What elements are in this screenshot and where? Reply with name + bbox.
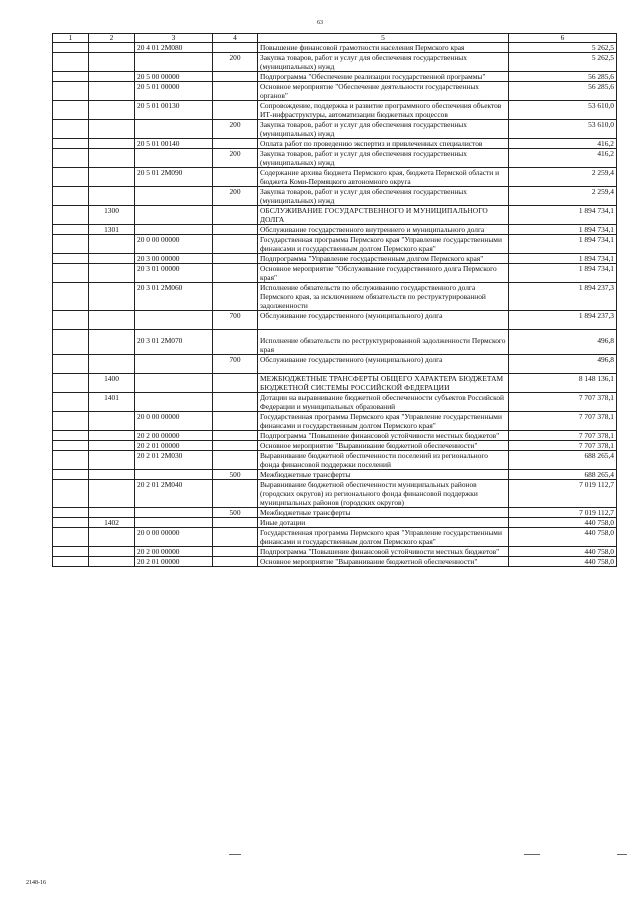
- cell-code-target: [135, 120, 213, 139]
- cell-code-section: [89, 311, 135, 330]
- cell-description: Иные дотации: [258, 518, 509, 528]
- cell-col1: [53, 139, 89, 149]
- cell-code-expense: [213, 518, 258, 528]
- cell-col1: [53, 330, 89, 355]
- cell-amount: 1 894 734,1: [509, 225, 617, 235]
- table-row: [53, 120, 617, 139]
- table-row: [53, 187, 617, 206]
- cell-code-section: [89, 528, 135, 547]
- cell-code-target: 20 2 01 00000: [135, 441, 213, 451]
- cell-amount: 7 707 378,1: [509, 431, 617, 441]
- cell-description: Сопровождение, поддержка и развитие программного обеспечения объектов ИТ-инфраструктуры, автоматизации бюджетных процессов: [258, 101, 509, 120]
- cell-code-section: [89, 557, 135, 567]
- cell-col1: [53, 72, 89, 82]
- cell-code-expense: [213, 374, 258, 393]
- cell-code-section: [89, 43, 135, 53]
- table-row: [53, 53, 617, 72]
- cell-amount: 416,2: [509, 149, 617, 168]
- cell-code-target: [135, 518, 213, 528]
- table-row: [53, 431, 617, 441]
- cell-description: Закупка товаров, работ и услуг для обеспечения государственных (муниципальных) нужд: [258, 53, 509, 72]
- cell-col1: [53, 168, 89, 187]
- header-cell-3: 3: [135, 34, 213, 43]
- cell-col1: [53, 547, 89, 557]
- cell-code-target: 20 3 01 2М060: [135, 283, 213, 311]
- cell-description: Государственная программа Пермского края "Управление государственными финансами и государственным долгом Пермского края": [258, 235, 509, 254]
- cell-amount: 2 259,4: [509, 187, 617, 206]
- cell-code-section: [89, 283, 135, 311]
- table-row: [53, 235, 617, 254]
- table-row: [53, 149, 617, 168]
- table-row: [53, 139, 617, 149]
- cell-amount: 496,8: [509, 355, 617, 374]
- cell-code-expense: [213, 441, 258, 451]
- cell-code-target: [135, 508, 213, 518]
- cell-code-target: 20 5 01 00140: [135, 139, 213, 149]
- cell-description: Государственная программа Пермского края "Управление государственными финансами и государственным долгом Пермского края": [258, 528, 509, 547]
- cell-col1: [53, 187, 89, 206]
- scan-mark: [524, 854, 540, 855]
- cell-col1: [53, 374, 89, 393]
- cell-col1: [53, 441, 89, 451]
- cell-description: Подпрограмма "Повышение финансовой устойчивости местных бюджетов": [258, 431, 509, 441]
- cell-code-expense: 200: [213, 53, 258, 72]
- cell-code-target: 20 0 00 00000: [135, 412, 213, 431]
- cell-amount: 7 019 112,7: [509, 508, 617, 518]
- cell-code-expense: 500: [213, 508, 258, 518]
- cell-description: Выравнивание бюджетной обеспеченности поселений из регионального фонда финансовой поддержки поселений: [258, 451, 509, 470]
- table-row: [53, 82, 617, 101]
- cell-code-expense: [213, 225, 258, 235]
- cell-description: Обслуживание государственного внутреннего и муниципального долга: [258, 225, 509, 235]
- cell-code-expense: 700: [213, 311, 258, 330]
- cell-description: Обслуживание государственного (муниципального) долга: [258, 355, 509, 374]
- cell-amount: 1 894 237,3: [509, 283, 617, 311]
- table-row: [53, 330, 617, 355]
- cell-col1: [53, 82, 89, 101]
- header-cell-1: 1: [53, 34, 89, 43]
- table-row: [53, 470, 617, 480]
- cell-amount: 496,8: [509, 330, 617, 355]
- table-row: [53, 374, 617, 393]
- cell-description: Закупка товаров, работ и услуг для обеспечения государственных (муниципальных) нужд: [258, 187, 509, 206]
- cell-code-expense: [213, 393, 258, 412]
- cell-col1: [53, 508, 89, 518]
- cell-amount: 5 262,5: [509, 43, 617, 53]
- cell-col1: [53, 43, 89, 53]
- cell-code-target: 20 2 01 2М030: [135, 451, 213, 470]
- cell-code-section: [89, 53, 135, 72]
- table-row: [53, 518, 617, 528]
- cell-col1: [53, 412, 89, 431]
- cell-amount: 1 894 734,1: [509, 235, 617, 254]
- cell-description: Дотации на выравнивание бюджетной обеспеченности субъектов Российской Федерации и муниципальных образований: [258, 393, 509, 412]
- cell-code-section: [89, 120, 135, 139]
- cell-description: Основное мероприятие "Обеспечение деятельности государственных органов": [258, 82, 509, 101]
- cell-col1: [53, 235, 89, 254]
- cell-amount: 8 148 136,1: [509, 374, 617, 393]
- cell-code-expense: [213, 43, 258, 53]
- cell-code-expense: [213, 557, 258, 567]
- cell-col1: [53, 225, 89, 235]
- cell-col1: [53, 480, 89, 508]
- cell-col1: [53, 393, 89, 412]
- cell-code-target: [135, 187, 213, 206]
- cell-code-target: 20 5 01 00000: [135, 82, 213, 101]
- table-row: [53, 311, 617, 330]
- cell-code-expense: 200: [213, 187, 258, 206]
- cell-code-section: [89, 412, 135, 431]
- document-code: 2148-16: [26, 880, 46, 886]
- cell-description: Закупка товаров, работ и услуг для обеспечения государственных (муниципальных) нужд: [258, 149, 509, 168]
- cell-code-section: [89, 139, 135, 149]
- cell-description: Оплата работ по проведению экспертиз и привлеченных специалистов: [258, 139, 509, 149]
- cell-code-expense: [213, 431, 258, 441]
- cell-code-section: 1301: [89, 225, 135, 235]
- cell-description: Подпрограмма "Повышение финансовой устойчивости местных бюджетов": [258, 547, 509, 557]
- table-row: [53, 393, 617, 412]
- cell-amount: 1 894 734,1: [509, 254, 617, 264]
- cell-col1: [53, 283, 89, 311]
- cell-amount: 7 707 378,1: [509, 441, 617, 451]
- table-body: [53, 43, 617, 567]
- cell-code-expense: [213, 168, 258, 187]
- table-row: [53, 557, 617, 567]
- cell-code-expense: [213, 72, 258, 82]
- header-cell-4: 4: [213, 34, 258, 43]
- cell-code-section: 1401: [89, 393, 135, 412]
- cell-description: Основное мероприятие "Выравнивание бюджетной обеспеченности": [258, 441, 509, 451]
- cell-code-expense: [213, 451, 258, 470]
- cell-col1: [53, 254, 89, 264]
- cell-code-target: [135, 393, 213, 412]
- cell-amount: 688 265,4: [509, 470, 617, 480]
- cell-description: Содержание архива бюджета Пермского края, бюджета Пермской области и бюджета Коми-Пермяцкого автономного округа: [258, 168, 509, 187]
- cell-amount: 440 758,0: [509, 557, 617, 567]
- cell-code-target: [135, 206, 213, 225]
- header-cell-2: 2: [89, 34, 135, 43]
- cell-description: Закупка товаров, работ и услуг для обеспечения государственных (муниципальных) нужд: [258, 120, 509, 139]
- cell-description: МЕЖБЮДЖЕТНЫЕ ТРАНСФЕРТЫ ОБЩЕГО ХАРАКТЕРА БЮДЖЕТАМ БЮДЖЕТНОЙ СИСТЕМЫ РОССИЙСКОЙ ФЕДЕРАЦИИ: [258, 374, 509, 393]
- cell-code-section: 1402: [89, 518, 135, 528]
- cell-code-target: 20 4 01 2М080: [135, 43, 213, 53]
- cell-code-section: [89, 72, 135, 82]
- cell-amount: 440 758,0: [509, 528, 617, 547]
- cell-code-section: [89, 264, 135, 283]
- cell-code-section: 1400: [89, 374, 135, 393]
- cell-code-section: [89, 547, 135, 557]
- table-row: [53, 264, 617, 283]
- cell-col1: [53, 206, 89, 225]
- cell-col1: [53, 528, 89, 547]
- cell-description: Основное мероприятие "Обслуживание государственного долга Пермского края": [258, 264, 509, 283]
- cell-code-expense: [213, 82, 258, 101]
- cell-col1: [53, 311, 89, 330]
- cell-code-section: [89, 480, 135, 508]
- cell-amount: 7 707 378,1: [509, 393, 617, 412]
- cell-code-section: [89, 254, 135, 264]
- cell-code-target: 20 3 00 00000: [135, 254, 213, 264]
- cell-code-expense: [213, 412, 258, 431]
- cell-amount: 56 285,6: [509, 72, 617, 82]
- table-row: [53, 547, 617, 557]
- cell-description: Подпрограмма "Управление государственным долгом Пермского края": [258, 254, 509, 264]
- cell-code-target: 20 2 00 00000: [135, 431, 213, 441]
- cell-amount: 5 262,5: [509, 53, 617, 72]
- scan-mark: [617, 854, 627, 855]
- cell-code-target: 20 3 01 2М070: [135, 330, 213, 355]
- cell-code-section: [89, 330, 135, 355]
- cell-amount: 7 707 378,1: [509, 412, 617, 431]
- cell-code-target: 20 5 01 2М090: [135, 168, 213, 187]
- cell-code-target: 20 2 01 00000: [135, 557, 213, 567]
- table-row: [53, 412, 617, 431]
- table-row: [53, 168, 617, 187]
- cell-code-target: [135, 53, 213, 72]
- cell-description: Исполнение обязательств по реструктурированной задолженности Пермского края: [258, 330, 509, 355]
- cell-code-expense: [213, 547, 258, 557]
- cell-code-expense: [213, 330, 258, 355]
- cell-description: Межбюджетные трансферты: [258, 508, 509, 518]
- cell-code-expense: [213, 206, 258, 225]
- cell-amount: 7 019 112,7: [509, 480, 617, 508]
- cell-code-section: [89, 355, 135, 374]
- table-row: [53, 225, 617, 235]
- cell-code-expense: [213, 283, 258, 311]
- cell-code-section: [89, 149, 135, 168]
- table-row: [53, 283, 617, 311]
- cell-code-section: 1300: [89, 206, 135, 225]
- cell-code-section: [89, 168, 135, 187]
- cell-description: Государственная программа Пермского края "Управление государственными финансами и государственным долгом Пермского края": [258, 412, 509, 431]
- cell-code-target: 20 0 00 00000: [135, 528, 213, 547]
- cell-code-section: [89, 82, 135, 101]
- cell-description: Обслуживание государственного (муниципального) долга: [258, 311, 509, 330]
- cell-amount: 2 259,4: [509, 168, 617, 187]
- cell-col1: [53, 431, 89, 441]
- cell-code-target: [135, 470, 213, 480]
- table-row: [53, 508, 617, 518]
- cell-code-target: 20 3 01 00000: [135, 264, 213, 283]
- table-row: [53, 480, 617, 508]
- cell-description: Основное мероприятие "Выравнивание бюджетной обеспеченности": [258, 557, 509, 567]
- table-row: [53, 441, 617, 451]
- cell-col1: [53, 53, 89, 72]
- cell-code-section: [89, 451, 135, 470]
- cell-code-target: [135, 149, 213, 168]
- cell-col1: [53, 149, 89, 168]
- cell-col1: [53, 518, 89, 528]
- cell-code-target: [135, 311, 213, 330]
- cell-code-expense: [213, 235, 258, 254]
- scan-mark: [229, 854, 241, 855]
- cell-code-target: 20 5 00 00000: [135, 72, 213, 82]
- cell-code-expense: [213, 254, 258, 264]
- cell-code-expense: 500: [213, 470, 258, 480]
- cell-amount: 688 265,4: [509, 451, 617, 470]
- cell-code-expense: [213, 264, 258, 283]
- cell-code-target: 20 2 01 2М040: [135, 480, 213, 508]
- cell-description: ОБСЛУЖИВАНИЕ ГОСУДАРСТВЕННОГО И МУНИЦИПАЛЬНОГО ДОЛГА: [258, 206, 509, 225]
- table-row: [53, 355, 617, 374]
- cell-col1: [53, 355, 89, 374]
- cell-amount: 53 610,0: [509, 120, 617, 139]
- table-row: [53, 206, 617, 225]
- cell-code-section: [89, 470, 135, 480]
- cell-col1: [53, 101, 89, 120]
- table-row: [53, 528, 617, 547]
- header-row: [53, 34, 617, 43]
- cell-code-target: [135, 225, 213, 235]
- cell-col1: [53, 557, 89, 567]
- table-row: [53, 101, 617, 120]
- cell-description: Межбюджетные трансферты: [258, 470, 509, 480]
- cell-description: Выравнивание бюджетной обеспеченности муниципальных районов (городских округов) из регионального фонда финансовой поддержки муниципальных районов (городских округов): [258, 480, 509, 508]
- table-row: [53, 72, 617, 82]
- header-cell-6: 6: [509, 34, 617, 43]
- cell-amount: 1 894 734,1: [509, 206, 617, 225]
- cell-amount: 56 285,6: [509, 82, 617, 101]
- cell-col1: [53, 264, 89, 283]
- cell-code-target: 20 5 01 00130: [135, 101, 213, 120]
- cell-amount: 53 610,0: [509, 101, 617, 120]
- cell-amount: 1 894 734,1: [509, 264, 617, 283]
- cell-col1: [53, 120, 89, 139]
- cell-code-section: [89, 101, 135, 120]
- cell-amount: 416,2: [509, 139, 617, 149]
- cell-code-expense: [213, 139, 258, 149]
- cell-amount: 1 894 237,3: [509, 311, 617, 330]
- cell-code-section: [89, 441, 135, 451]
- cell-code-expense: 200: [213, 120, 258, 139]
- budget-table: [52, 33, 617, 567]
- cell-code-target: 20 0 00 00000: [135, 235, 213, 254]
- cell-code-target: 20 2 00 00000: [135, 547, 213, 557]
- cell-code-expense: [213, 480, 258, 508]
- header-cell-5: 5: [258, 34, 509, 43]
- cell-description: Повышение финансовой грамотности населения Пермского края: [258, 43, 509, 53]
- cell-description: Подпрограмма "Обеспечение реализации государственной программы": [258, 72, 509, 82]
- table-row: [53, 254, 617, 264]
- cell-description: Исполнение обязательств по обслуживанию государственного долга Пермского края, за исключением обязательств по реструктурированной задолженности: [258, 283, 509, 311]
- cell-code-expense: 200: [213, 149, 258, 168]
- cell-code-expense: [213, 101, 258, 120]
- cell-code-expense: [213, 528, 258, 547]
- cell-col1: [53, 470, 89, 480]
- cell-amount: 440 758,0: [509, 518, 617, 528]
- cell-code-expense: 700: [213, 355, 258, 374]
- cell-code-section: [89, 431, 135, 441]
- cell-code-section: [89, 235, 135, 254]
- table-row: [53, 43, 617, 53]
- table-row: [53, 451, 617, 470]
- cell-col1: [53, 451, 89, 470]
- cell-code-target: [135, 374, 213, 393]
- page-number: 63: [317, 20, 323, 26]
- cell-code-target: [135, 355, 213, 374]
- cell-amount: 440 758,0: [509, 547, 617, 557]
- cell-code-section: [89, 187, 135, 206]
- cell-code-section: [89, 508, 135, 518]
